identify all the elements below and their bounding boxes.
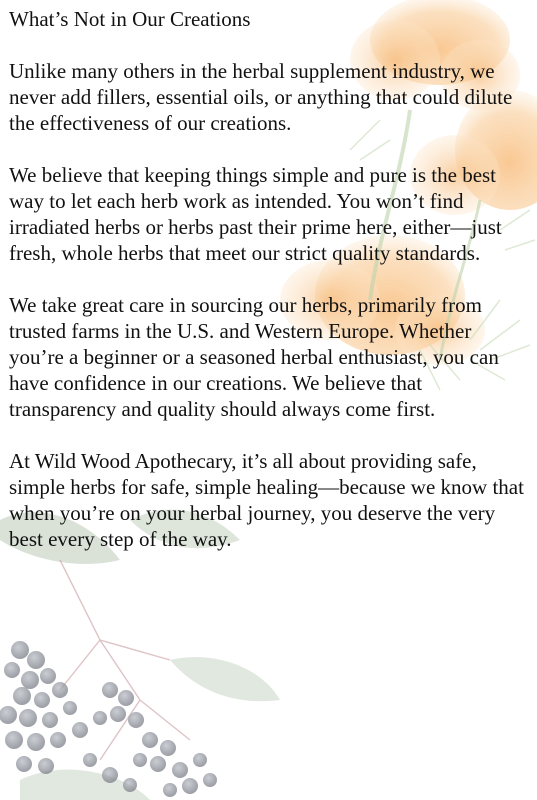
- paragraph-2: We believe that keeping things simple and pure is the best way to let each herb work as intended. You won’t find irradiated herbs or herbs past their prime here, either—just fresh, whole herbs that meet our strict quality standards.: [9, 163, 502, 265]
- paragraph-4: At Wild Wood Apothecary, it’s all about providing safe, simple herbs for safe, simple healing—because we know that when you’re on your herbal journey, you deserve the very best every step of the way.: [9, 449, 524, 551]
- document-body: [9, 6, 531, 578]
- page-title: What’s Not in Our Creations: [9, 7, 251, 31]
- paragraph-1: Unlike many others in the herbal supplement industry, we never add fillers, essential oils, or anything that could dilute the effectiveness of our creations.: [9, 59, 513, 135]
- paragraph-3: We take great care in sourcing our herbs, primarily from trusted farms in the U.S. and Western Europe. Whether you’re a beginner or a seasoned herbal enthusiast, you can have confidence in our creations. We believe that transparency and quality should always come first.: [9, 293, 499, 421]
